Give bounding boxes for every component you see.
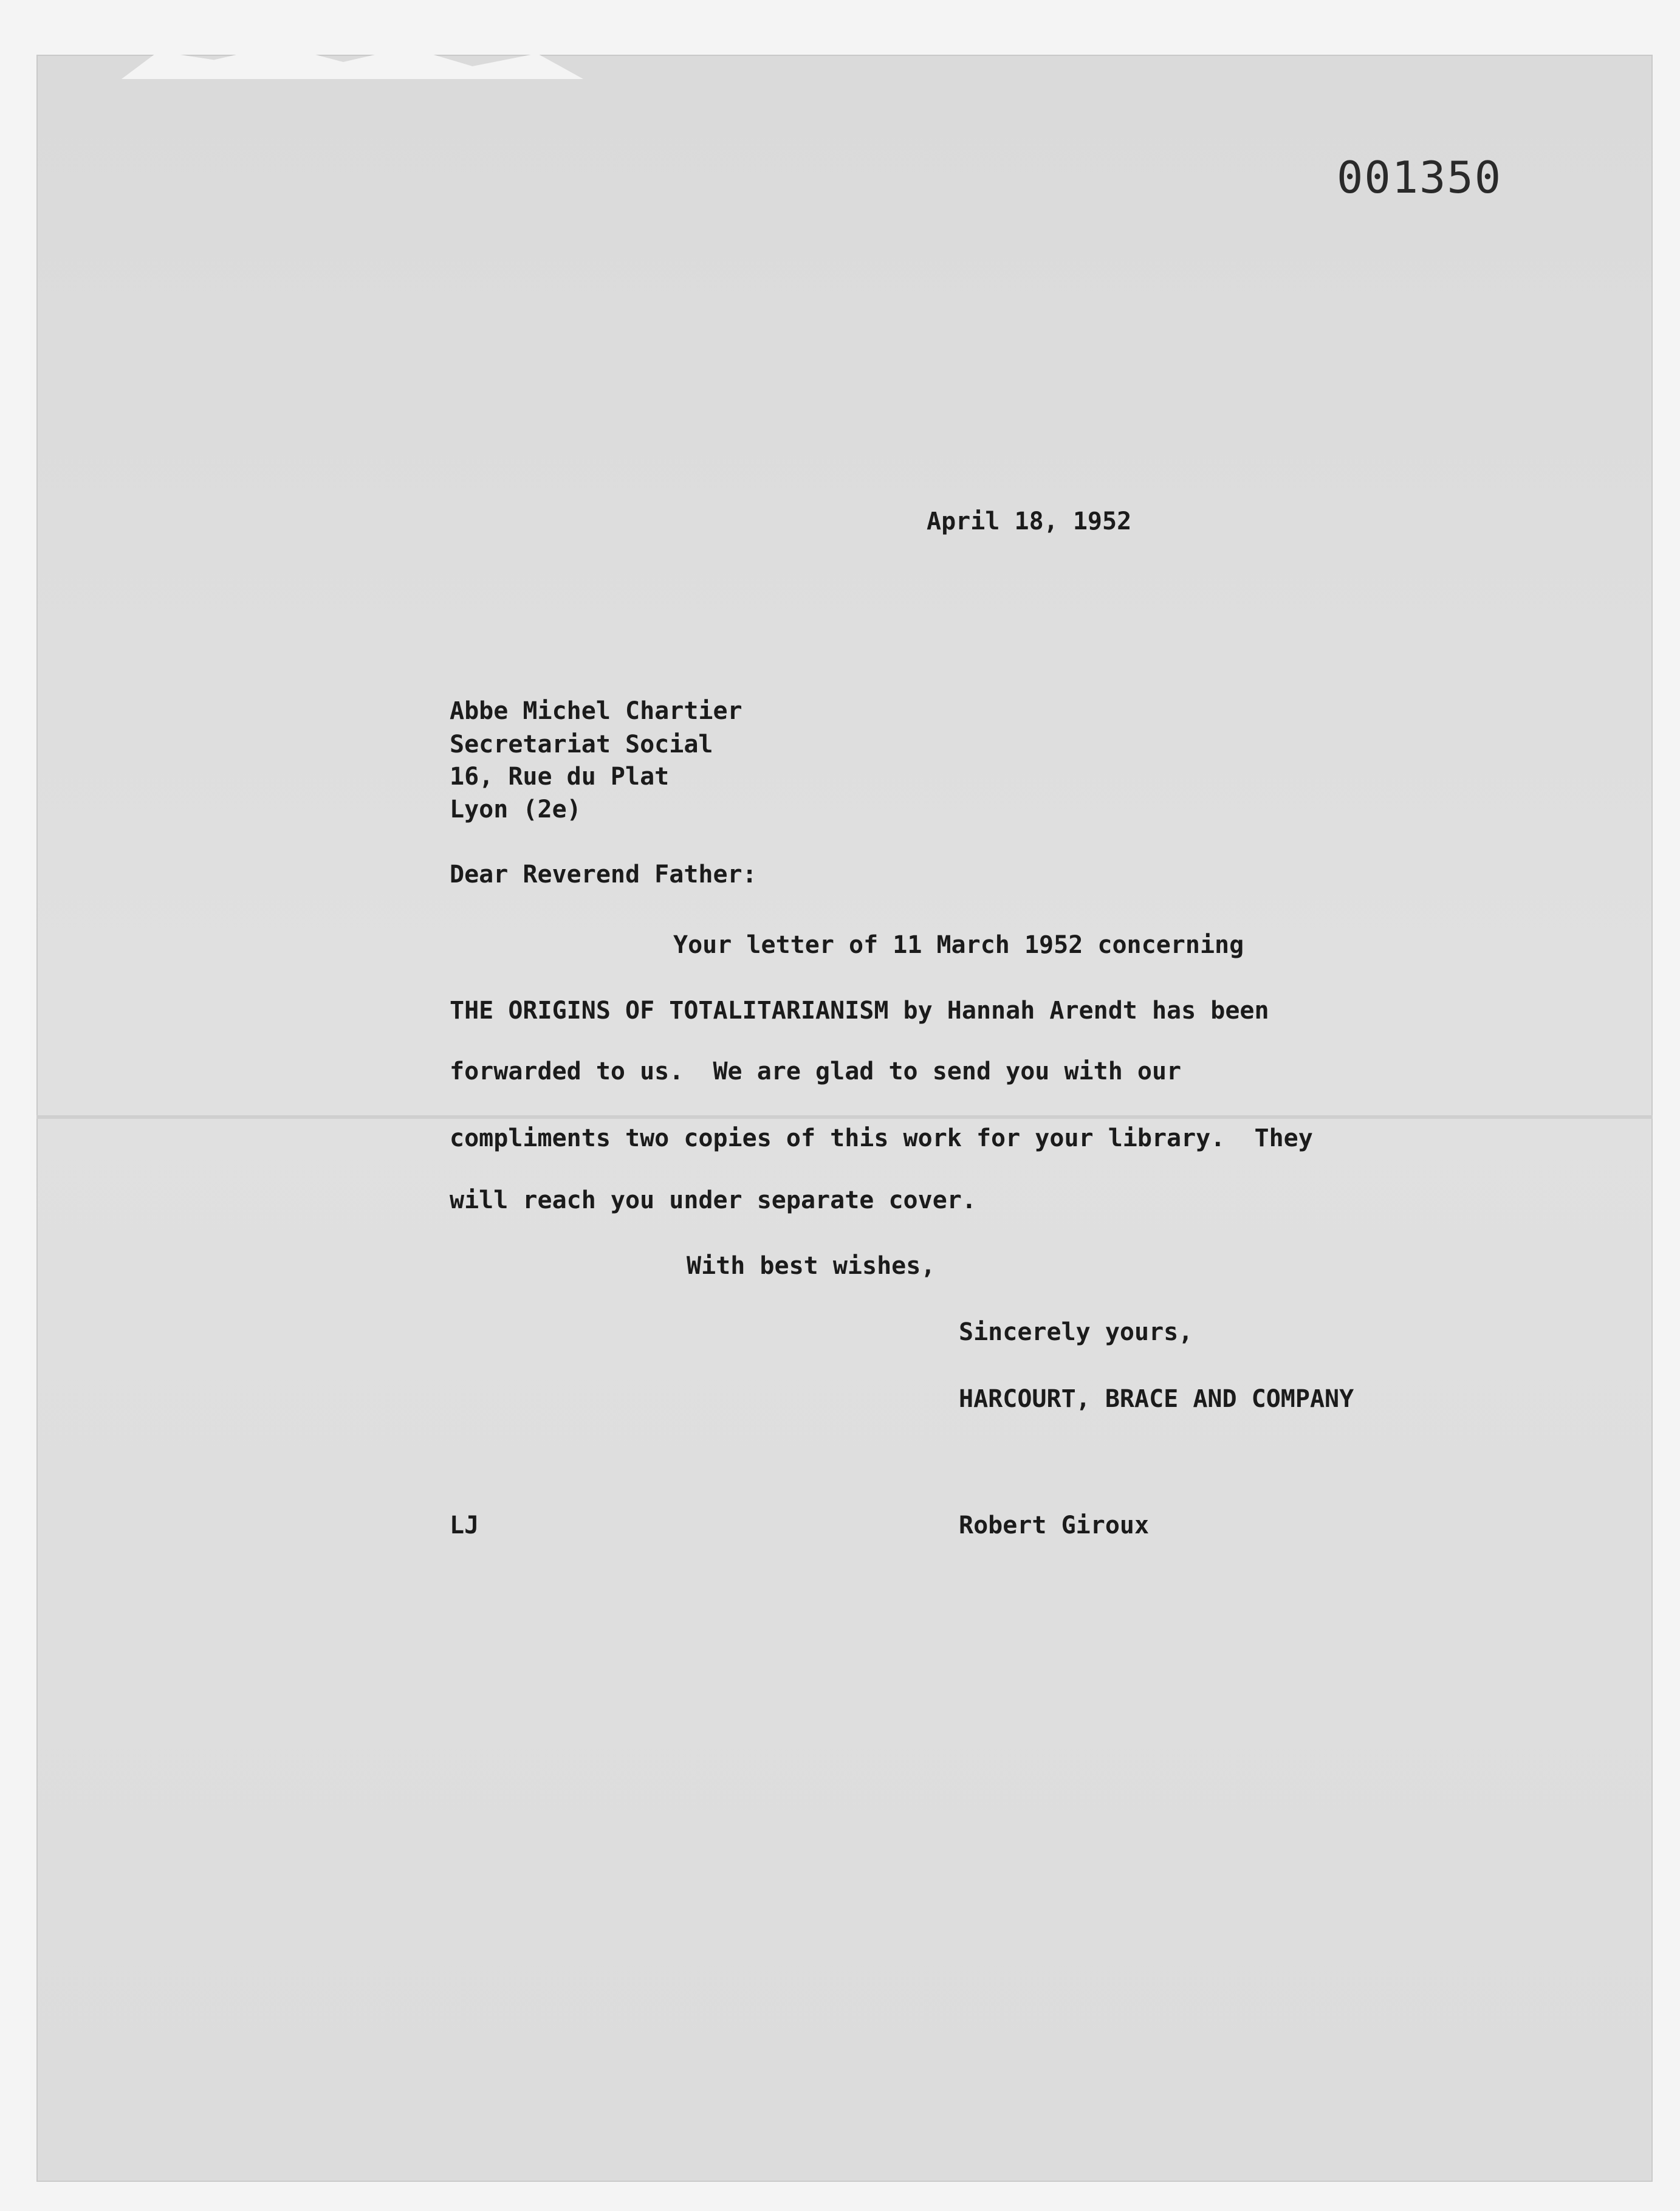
body-line-2: THE ORIGINS OF TOTALITARIANISM by Hannah Arendt has been	[450, 997, 1269, 1025]
body-line-3: forwarded to us. We are glad to send you with our	[450, 1057, 1182, 1085]
address-line-3: 16, Rue du Plat	[450, 763, 670, 791]
company-name: HARCOURT, BRACE AND COMPANY	[959, 1385, 1354, 1413]
paper-fold	[36, 1115, 1653, 1119]
body-line-5: will reach you under separate cover.	[450, 1186, 976, 1214]
signoff: Sincerely yours,	[959, 1318, 1193, 1346]
closing: With best wishes,	[687, 1252, 936, 1280]
salutation: Dear Reverend Father:	[450, 861, 757, 889]
body-line-1: Your letter of 11 March 1952 concerning	[673, 931, 1244, 959]
letter-date: April 18, 1952	[927, 507, 1132, 535]
signer-name: Robert Giroux	[959, 1511, 1150, 1539]
body-line-4: compliments two copies of this work for your library. They	[450, 1124, 1313, 1152]
typist-initials: LJ	[450, 1511, 479, 1539]
address-line-1: Abbe Michel Chartier	[450, 697, 742, 725]
document-number: 001350	[1337, 152, 1503, 203]
address-line-2: Secretariat Social	[450, 731, 713, 758]
address-line-4: Lyon (2e)	[450, 796, 581, 824]
